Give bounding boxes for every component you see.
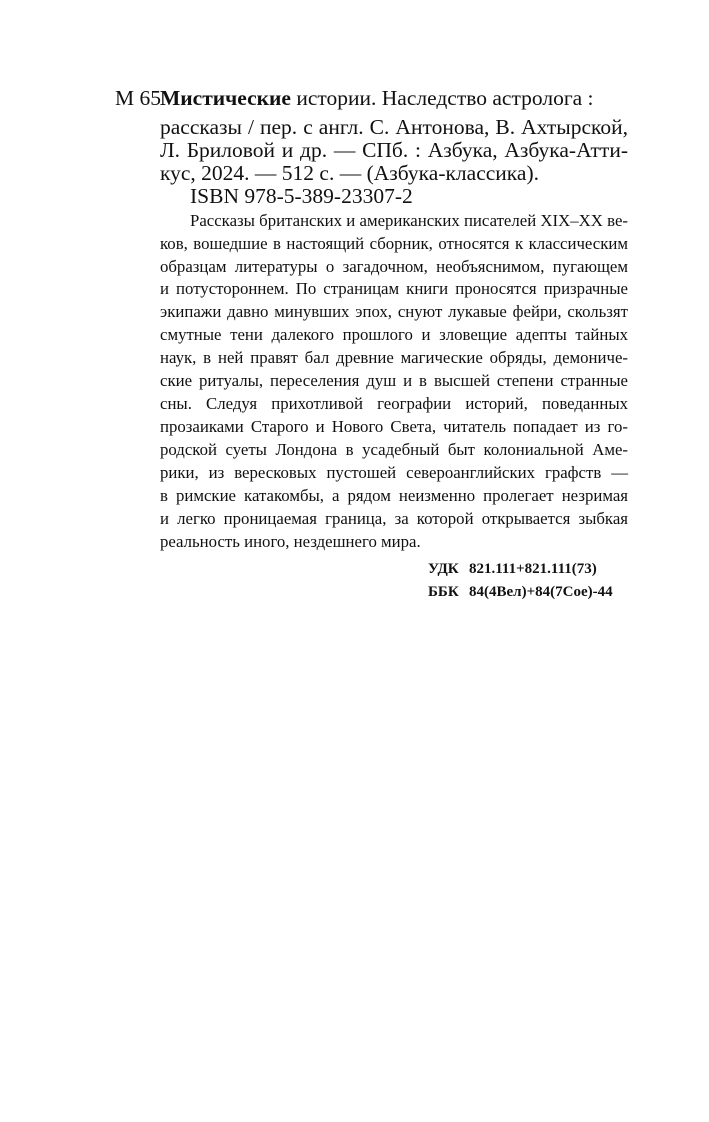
title-bold-word: Мистические xyxy=(160,86,291,110)
bbk-line xyxy=(428,585,613,600)
udk-value: 821.111+821.111(73) xyxy=(469,561,597,577)
annotation-line-14: и легко проницаемая граница, за которой открывается зыбкая xyxy=(160,509,628,528)
annotation-line-10: прозаиками Старого и Нового Света, читатель попадает из го- xyxy=(160,417,628,436)
header-line-3: Л. Бриловой и др. — СПб. : Азбука, Азбука-Атти- xyxy=(160,138,628,162)
header-line-2: рассказы / пер. с англ. С. Антонова, В. Ахтырской, xyxy=(160,115,628,139)
bbk-value: 84(4Вел)+84(7Сое)-44 xyxy=(469,584,613,600)
author-mark-code: М 65 xyxy=(115,86,161,110)
annotation-line-9: сны. Следуя прихотливой географии историй, поведанных xyxy=(160,394,628,413)
annotation-line-2: ков, вошедшие в настоящий сборник, относятся к классическим xyxy=(160,234,628,253)
annotation-line-12: рики, из вересковых пустошей североанглийских графств — xyxy=(160,463,628,482)
annotation-line-7: наук, в ней правят бал древние магические обряды, демониче- xyxy=(160,348,628,367)
isbn-line: ISBN 978-5-389-23307-2 xyxy=(190,184,413,208)
title-rest: истории. Наследство астролога : xyxy=(290,86,594,110)
annotation-line-3: образцам литературы о загадочном, необъяснимом, пугающем xyxy=(160,257,628,276)
annotation-line-11: родской суеты Лондона в усадебный быт колониальной Аме- xyxy=(160,440,628,459)
header-line-4: кус, 2024. — 512 с. — (Азбука-классика). xyxy=(160,161,539,185)
annotation-line-5: экипажи давно минувших эпох, снуют лукавые фейри, скользят xyxy=(160,302,628,321)
annotation-line-4: и потустороннем. По страницам книги проносятся призрачные xyxy=(160,279,628,298)
header-line-1 xyxy=(160,88,594,110)
annotation-line-13: в римские катакомбы, а рядом неизменно пролегает незримая xyxy=(160,486,628,505)
annotation-line-15: реальность иного, нездешнего мира. xyxy=(160,532,421,551)
udk-label: УДК xyxy=(428,561,459,577)
annotation-line-1: Рассказы британских и американских писателей XIX–XX ве- xyxy=(190,211,628,230)
bbk-label: ББК xyxy=(428,584,459,600)
annotation-line-8: ские ритуалы, переселения душ и в высшей степени странные xyxy=(160,371,628,390)
udk-line xyxy=(428,562,597,577)
annotation-line-6: смутные тени далекого прошлого и зловещие адепты тайных xyxy=(160,325,628,344)
